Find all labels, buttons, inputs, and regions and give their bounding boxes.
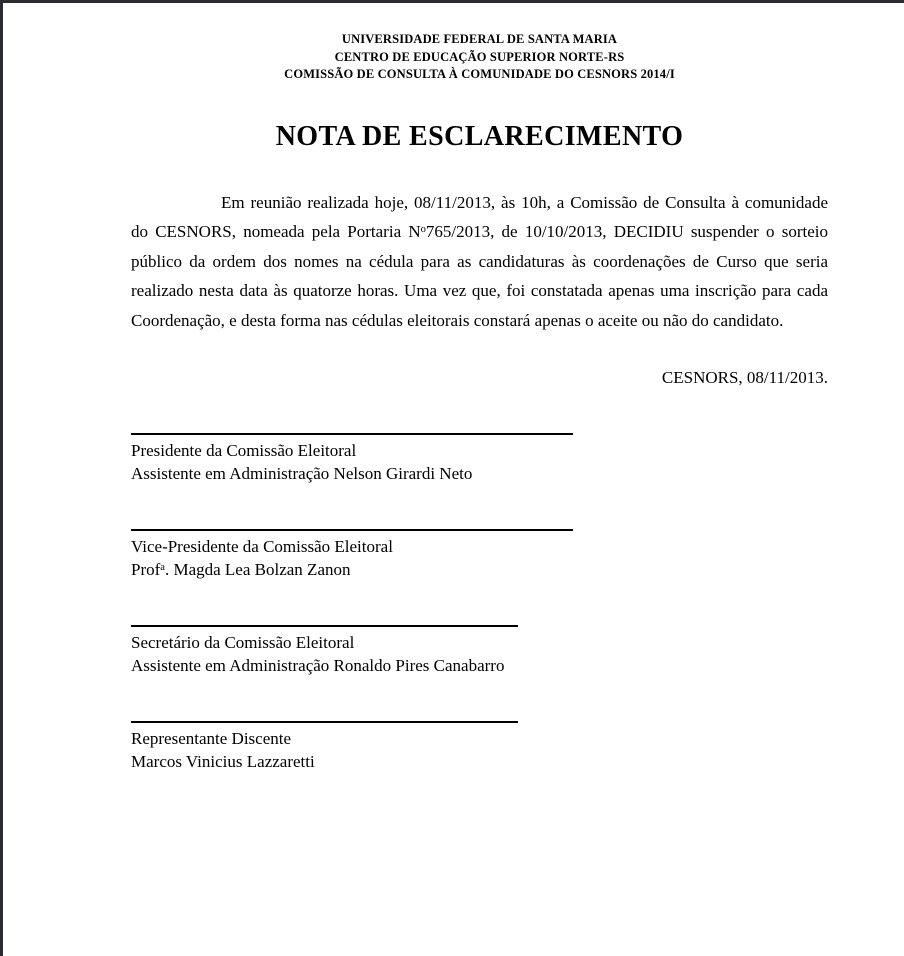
signature-name-suffix: . Magda Lea Bolzan Zanon [164,559,351,579]
signature-rule [131,721,518,723]
signature-rule [131,433,573,435]
header-institution-line: UNIVERSIDADE FEDERAL DE SANTA MARIA [341,32,618,46]
document-body [131,188,828,336]
header-commission-line: COMISSÃO DE CONSULTA À COMUNIDADE DO CESNORS 2014/I [284,67,675,81]
signature-rule [131,529,573,531]
body-paragraph [131,188,828,336]
signature-block-vice-presidente [131,529,828,581]
signature-name [131,655,828,678]
page-title: NOTA DE ESCLARECIMENTO [275,120,684,152]
signature-name [131,463,828,486]
ordinal-indicator: o [420,224,426,236]
signature-name-prefix: Assistente em Administração Ronaldo Pires Canabarro [131,655,505,675]
signature-name-prefix: Marcos Vinicius Lazzaretti [131,751,315,771]
signature-block-representante-discente [131,721,828,773]
signature-name [131,559,828,582]
body-paragraph-part-1: Em reunião realizada hoje, 08/11/2013, às 10h, a Comissão de Consulta à comunidade do CESNORS, nomeada pela Portaria N [131,192,828,241]
signature-section [131,433,828,773]
signature-name-superscript: a [160,561,165,573]
signature-role: Vice-Presidente da Comissão Eleitoral [131,537,393,556]
signature-block-secretario [131,625,828,677]
signature-role: Presidente da Comissão Eleitoral [131,441,357,460]
signature-name-prefix: Prof [131,559,161,579]
body-paragraph-part-2: 765/2013, de 10/10/2013, DECIDIU suspender o sorteio público da ordem dos nomes na cédula para as candidaturas às coordenações de Curso que seria realizado nesta data às quatorze horas. Uma vez que, foi constatada apenas uma inscrição para cada Coordenação, e desta forma nas cédulas eleitorais constará apenas o aceite ou não do candidato. [131,222,828,330]
signature-name [131,751,828,774]
signature-rule [131,625,518,627]
place-and-date: CESNORS, 08/11/2013. [661,368,828,387]
document-content [131,3,828,817]
signature-block-presidente [131,433,828,485]
header-center-line: CENTRO DE EDUCAÇÃO SUPERIOR NORTE-RS [334,49,625,64]
signature-name-prefix: Assistente em Administração Nelson Girardi Neto [131,463,473,483]
signature-role: Representante Discente [131,729,292,748]
document-header [131,3,828,84]
signature-role: Secretário da Comissão Eleitoral [131,633,355,652]
